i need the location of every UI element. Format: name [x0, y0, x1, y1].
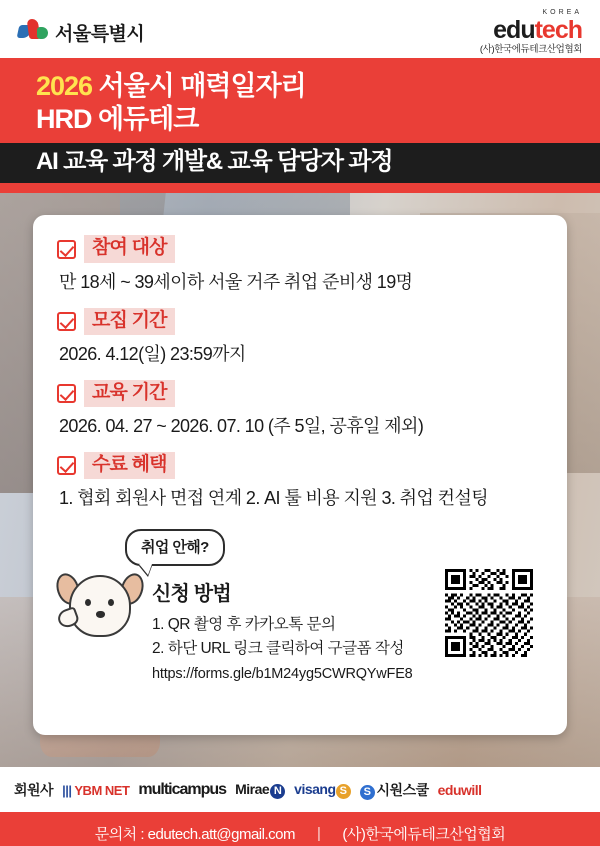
- title-line-1: [0, 70, 600, 103]
- seoul-city-logo: [18, 18, 144, 46]
- checkbox-icon: [57, 456, 76, 475]
- section-title: 수료 혜택: [84, 452, 175, 480]
- checkbox-icon: [57, 312, 76, 331]
- apply-form-url[interactable]: https://forms.gle/b1M24yg5CWRQYwFE8: [152, 665, 413, 682]
- section-title: 모집 기간: [84, 308, 175, 336]
- section-body: 2026. 4.12(일) 23:59까지: [59, 344, 246, 365]
- apply-text-block: [152, 577, 442, 682]
- sponsor-siwon-school: S 시원스쿨: [360, 780, 429, 800]
- title-line-1-rest: 서울시 매력일자리: [98, 71, 306, 101]
- apply-step-1: 1. QR 촬영 후 카카오톡 문의: [152, 615, 336, 633]
- edutech-logo-korea: KOREA: [542, 8, 582, 16]
- apply-section: [57, 529, 543, 682]
- section-title: 교육 기간: [84, 380, 175, 408]
- edutech-logo-sub: (사)한국에듀테크산업협회: [479, 44, 582, 56]
- qr-code-icon: [445, 569, 533, 657]
- apply-title: 신청 방법: [152, 582, 231, 605]
- dog-mascot-icon: [53, 553, 145, 645]
- section-header: [57, 452, 543, 480]
- title-year: 2026: [36, 71, 93, 101]
- sponsor-eduwill: eduwill: [437, 782, 482, 799]
- section-body: 2026. 04. 27 ~ 2026. 07. 10 (주 5일, 공휴일 제외): [59, 416, 424, 437]
- edutech-logo-wordmark: [480, 17, 582, 43]
- section-header: [57, 380, 543, 408]
- section-body: 1. 협회 회원사 면접 연계 2. AI 툴 비용 지원 3. 취업 컨설팅: [59, 488, 489, 509]
- title-line-2: HRD 에듀테크: [36, 103, 199, 134]
- sponsor-bar: [0, 767, 600, 812]
- footer-contact: 문의처 : edutech.att@gmail.com: [94, 825, 295, 843]
- seoul-logo-icon: [18, 18, 48, 46]
- sponsor-multicampus: multicampus: [138, 781, 227, 799]
- edutech-logo-edu: edu: [493, 16, 535, 45]
- section-education-period: [57, 380, 543, 439]
- section-recruit-period: [57, 308, 543, 367]
- sponsor-ybm-net: ||| YBM NET: [62, 782, 130, 798]
- edutech-logo-tech: tech: [534, 16, 582, 45]
- sponsor-label: 회원사: [14, 782, 54, 799]
- poster-footer: [0, 812, 600, 846]
- title-line-3: AI 교육 과정 개발& 교육 담당자 과정: [0, 143, 600, 184]
- poster-header: [0, 0, 600, 58]
- speech-bubble: 취업 안해?: [125, 529, 225, 566]
- checkbox-icon: [57, 240, 76, 259]
- qr-code[interactable]: [441, 565, 537, 661]
- section-benefits: [57, 452, 543, 511]
- edutech-logo: [480, 9, 582, 56]
- checkbox-icon: [57, 384, 76, 403]
- sponsor-mirae-n: Mirae N: [235, 781, 285, 799]
- title-line-3-wrap: [0, 143, 600, 184]
- section-header: [57, 235, 543, 263]
- poster-body: [0, 193, 600, 767]
- seoul-logo-label: 서울특별시: [55, 23, 145, 45]
- apply-step-2: 2. 하단 URL 링크 클릭하여 구글폼 작성: [152, 639, 404, 657]
- footer-organization: (사)한국에듀테크산업협회: [342, 825, 506, 843]
- info-card: [33, 215, 567, 735]
- section-target: [57, 235, 543, 294]
- section-body: 만 18세 ~ 39세이하 서울 거주 취업 준비생 19명: [59, 272, 413, 293]
- section-header: [57, 308, 543, 336]
- title-band: [0, 58, 600, 193]
- footer-divider: |: [316, 824, 321, 842]
- section-title: 참여 대상: [84, 235, 175, 263]
- sponsor-visang: visang S: [294, 781, 350, 799]
